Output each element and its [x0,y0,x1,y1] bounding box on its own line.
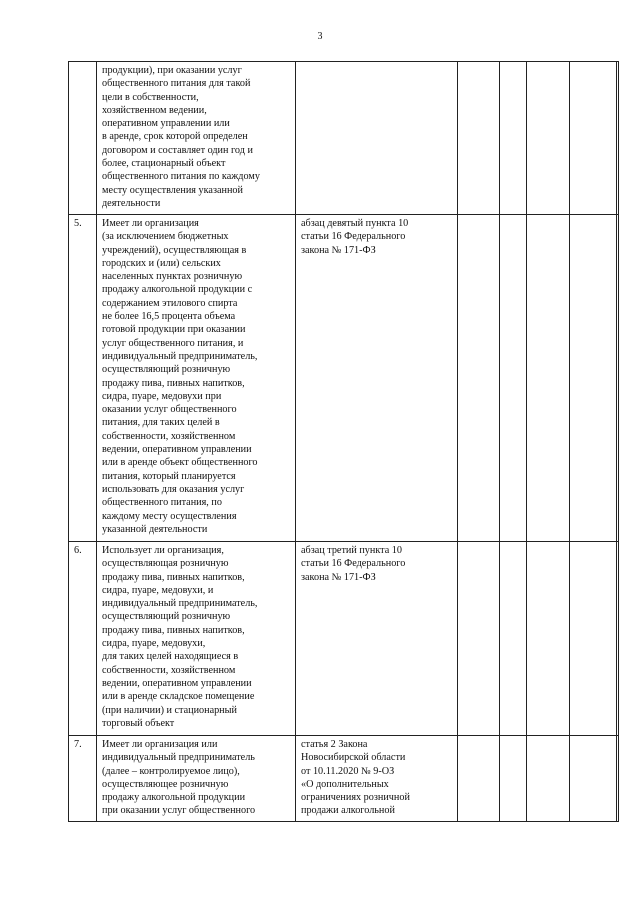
legal-reference-cell: абзац третий пункта 10 статьи 16 Федерального закона № 171-ФЗ [296,542,458,736]
legal-reference-cell: статья 2 Закона Новосибирской области от 10.11.2020 № 9-ОЗ «О дополнительных ограничениях розничной продажи алкогольной [296,736,458,822]
answer-cell [617,62,619,215]
table-row [69,62,619,215]
table-row [69,215,619,542]
legal-reference-cell [296,62,458,215]
row-number [69,62,97,215]
checklist-table [68,61,619,822]
answer-cell [570,542,617,736]
answer-cell [527,215,570,542]
answer-cell [458,215,500,542]
answer-cell [570,736,617,822]
question-cell: Использует ли организация, осуществляющая розничную продажу пива, пивных напитков, сидра, пуаре, медовухи, и индивидуальный предприниматель, осуществляющий розничную продажу пива, пивных напитков, сидра, пуаре, медовухи, для таких целей находящиеся в собственности, хозяйственном ведении, оперативном управлении или в аренде складское помещение (при наличии) и стационарный торговый объект [97,542,296,736]
answer-cell [458,736,500,822]
answer-cell [527,62,570,215]
answer-cell [500,736,527,822]
answer-cell [458,62,500,215]
row-number: 5. [69,215,97,542]
row-number: 7. [69,736,97,822]
answer-cell [617,215,619,542]
answer-cell [527,542,570,736]
answer-cell [458,542,500,736]
legal-reference-cell: абзац девятый пункта 10 статьи 16 Федерального закона № 171-ФЗ [296,215,458,542]
table-row [69,736,619,822]
page-number: 3 [317,31,323,42]
answer-cell [570,62,617,215]
question-cell: Имеет ли организация (за исключением бюджетных учреждений), осуществляющая в городских и (или) сельских населенных пунктах розничную продажу алкогольной продукции с содержанием этилового спирта не более 16,5 процента объема готовой продукции при оказании услуг общественного питания, и индивидуальный предприниматель, осуществляющий розничную продажу пива, пивных напитков, сидра, пуаре, медовухи при оказании услуг общественного питания, для таких целей в собственности, хозяйственном ведении, оперативном управлении или в аренде объект общественного питания, который планируется использовать для оказания услуг общественного питания, по каждому месту осуществления указанной деятельности [97,215,296,542]
answer-cell [500,62,527,215]
answer-cell [617,542,619,736]
answer-cell [617,736,619,822]
question-cell: продукции), при оказании услуг общественного питания для такой цели в собственности, хозяйственном ведении, оперативном управлении или в аренде, срок которой определен договором и составляет один год и более, стационарный объект общественного питания по каждому месту осуществления указанной деятельности [97,62,296,215]
answer-cell [570,215,617,542]
row-number: 6. [69,542,97,736]
question-cell: Имеет ли организация или индивидуальный предприниматель (далее – контролируемое лицо), осуществляющее розничную продажу алкогольной продукции при оказании услуг общественного [97,736,296,822]
answer-cell [527,736,570,822]
answer-cell [500,215,527,542]
answer-cell [500,542,527,736]
table-row [69,542,619,736]
